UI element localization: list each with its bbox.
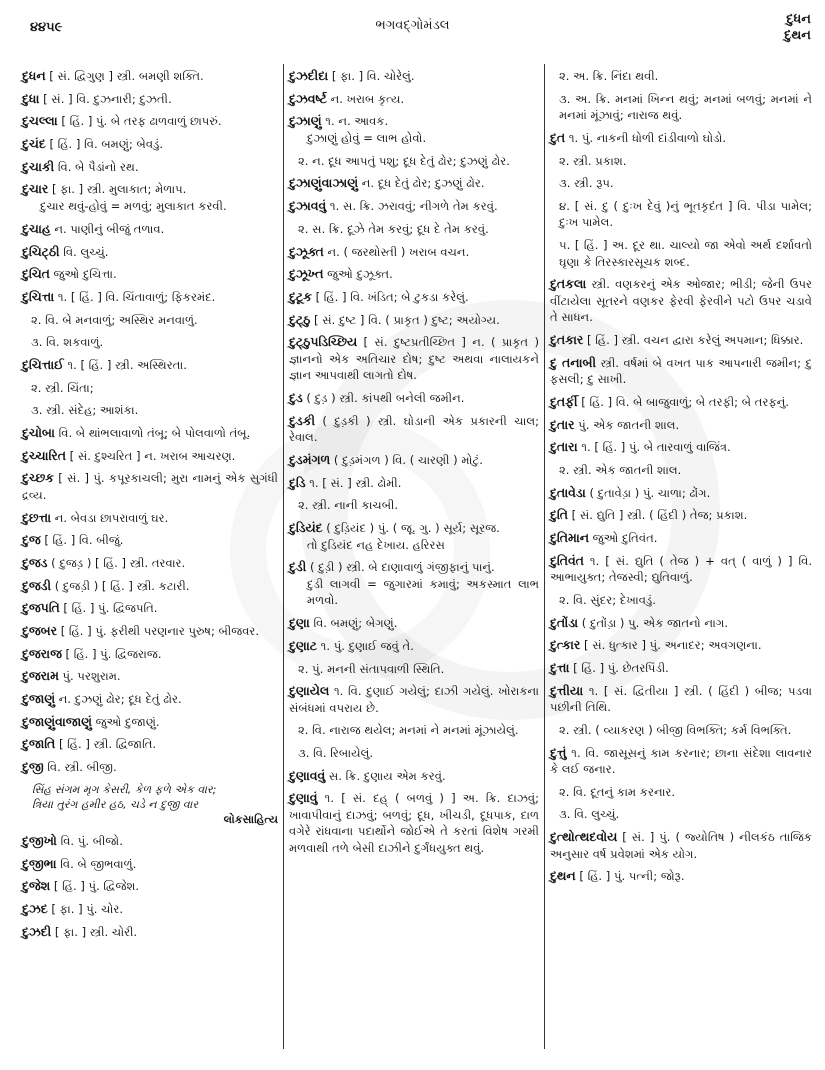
definition: જુઓ દુચિત્તા. bbox=[53, 267, 117, 282]
headword: દુતિ bbox=[550, 507, 568, 523]
definition: દુચાર થવું-હોવું = મળવું; મુલાકાત કરવી. bbox=[40, 199, 227, 214]
headword: દુજડી bbox=[22, 577, 51, 593]
dictionary-entry bbox=[22, 136, 278, 153]
headword: દુજી bbox=[22, 759, 44, 775]
definition: [ સં. ] વિ. દુઝનારી; દુઝતી. bbox=[43, 91, 172, 106]
dictionary-entry bbox=[289, 289, 539, 306]
headword: દુણા bbox=[289, 615, 310, 631]
entry-sense bbox=[550, 198, 812, 231]
running-title: ભગવદ્ગોમંડલ bbox=[375, 18, 450, 33]
headword: દુઝાવવું bbox=[289, 198, 327, 214]
entry-sense bbox=[22, 312, 278, 329]
dictionary-entry bbox=[22, 266, 278, 283]
definition: [ હિં. ] વિ. બે બાજુવાળું; બે તરફી; બે તરફનું. bbox=[581, 394, 790, 409]
dictionary-entry bbox=[550, 660, 812, 677]
headword: દુજરાજ bbox=[22, 645, 62, 661]
headword: દુજ bbox=[22, 532, 41, 548]
dictionary-entry bbox=[22, 448, 278, 465]
definition: ૨. અ. ક્રિ. નિંદા થવી. bbox=[559, 69, 659, 83]
definition: ન. બેવડા છાપરાવાળું ઘર. bbox=[54, 510, 169, 525]
entry-sense bbox=[22, 198, 278, 215]
dictionary-entry bbox=[550, 417, 812, 434]
dictionary-entry bbox=[22, 357, 278, 374]
headword: દુચ્ચારિત bbox=[22, 447, 66, 463]
headword: દુધા bbox=[22, 90, 40, 106]
definition: ૨. પું. મનની સંતાપવાળી સ્થિતિ. bbox=[298, 661, 445, 676]
entry-sense bbox=[550, 722, 812, 739]
headword: દુજડ bbox=[22, 554, 48, 570]
dictionary-entry bbox=[22, 221, 278, 238]
definition: ૧. [ સં. દ્યુતિ ( તેજ ) + વત્ ( વાળું ) ] વિ. આભાયુક્ત; તેજસ્વી; દ્યુતિવાળું. bbox=[550, 553, 813, 585]
definition: [ સં. ] પું. કપૂરકાચલી; મુરા નામનું એક સુગંધી દ્રવ્ય. bbox=[22, 471, 279, 502]
headword: દુચિત bbox=[22, 266, 50, 282]
dictionary-entry bbox=[22, 159, 278, 176]
definition: ( દુડ઼ી ) સ્ત્રી. બે દાણાવાળું ગંજીફાનું પાનું. bbox=[309, 560, 495, 575]
definition: ૨. સ્ત્રી. પ્રકાશ. bbox=[559, 153, 627, 168]
dictionary-entry bbox=[22, 68, 278, 85]
headword: દુત bbox=[550, 129, 566, 145]
dictionary-entry bbox=[22, 646, 278, 663]
entry-sense bbox=[289, 497, 539, 514]
entry-sense bbox=[289, 537, 539, 554]
dictionary-entry bbox=[550, 868, 812, 885]
definition: ૪. [ સં. દુ ( દુઃખ દેવું )નું ભૂતકૃદંત ] વિ. પીડા પામેલ; દુઃખ પામેલ. bbox=[559, 198, 812, 230]
column-1 bbox=[22, 68, 278, 1053]
headword: દુડ bbox=[289, 389, 303, 405]
definition: [ ફા. ] વિ. ચોરેલું. bbox=[331, 69, 415, 83]
definition: [ ફા. ] પું. ચોર. bbox=[51, 901, 124, 916]
headword: દુચિટ્ઠી bbox=[22, 243, 60, 259]
dictionary-entry bbox=[289, 390, 539, 407]
entry-sense bbox=[289, 722, 539, 739]
quotation bbox=[22, 782, 278, 827]
dictionary-entry bbox=[22, 289, 278, 306]
entry-sense bbox=[289, 221, 539, 238]
dictionary-entry bbox=[22, 470, 278, 503]
definition: ( દુડ઼િયંદ ) પું. ( જૂ. ગુ. ) સૂર્ય; સૂરજ. bbox=[326, 520, 500, 535]
definition: ( દુડ઼મંગળ ) વિ. ( ચારણી ) મોટું. bbox=[333, 452, 483, 467]
headword: દુચંદ bbox=[22, 136, 46, 152]
dictionary-entry bbox=[289, 559, 539, 576]
dictionary-entry bbox=[550, 485, 812, 502]
dictionary-entry bbox=[22, 181, 278, 198]
dictionary-entry bbox=[289, 683, 539, 716]
definition: જુઓ દુજાણું. bbox=[95, 714, 160, 729]
definition: દુઝાણું હોવું = લાભ હોવો. bbox=[307, 131, 427, 146]
entry-sense bbox=[289, 153, 539, 170]
entry-sense bbox=[289, 576, 539, 609]
dictionary-entry bbox=[289, 334, 539, 384]
headword: દુચિત્તા bbox=[22, 288, 55, 304]
dictionary-entry bbox=[22, 878, 278, 895]
definition: ૩. અ. ક્રિ. મનમાં ખિન્ન થવું; મનમાં બળવું; મનમાં ને મનમાં મૂંઝાવું; નારાજ થવું. bbox=[559, 91, 812, 123]
definition: ૨. સ્ત્રી. ( વ્યાકરણ ) બીજી વિભક્તિ; કર્મ વિભક્તિ. bbox=[559, 722, 792, 737]
dictionary-entry bbox=[22, 555, 278, 572]
headword: દુતર્ફી bbox=[550, 393, 578, 409]
definition: જુઓ દુતિવંત. bbox=[592, 531, 658, 545]
dictionary-entry bbox=[22, 532, 278, 549]
headword: દુજાણુંવાજાણું bbox=[22, 713, 92, 729]
entry-sense bbox=[289, 130, 539, 147]
definition: ન. ખરાબ કૃત્ય. bbox=[330, 91, 405, 106]
dictionary-entry bbox=[22, 578, 278, 595]
dictionary-entry bbox=[550, 637, 812, 654]
definition: [ હિં. ] પું. ફરીથી પરણનાર પુરુષ; બીજવર. bbox=[60, 624, 260, 638]
definition: પું. પરશુરામ. bbox=[62, 669, 121, 684]
definition: [ સં. ] પું. ( જ્યોતિષ ) નીલકંઠ તાજિક અનુસાર વર્ષ પ્રવેશમાં એક યોગ. bbox=[550, 830, 812, 861]
definition: ( દુજડ઼ી ) [ હિં. ] સ્ત્રી. કટારી. bbox=[54, 578, 190, 593]
dictionary-entry bbox=[550, 553, 812, 586]
headword: દુતારા bbox=[550, 439, 578, 455]
column-divider bbox=[283, 64, 284, 1049]
headword: દુજબર bbox=[22, 623, 58, 638]
definition: ૨. વિ. બે મનવાળું; અસ્થિર મનવાળું. bbox=[31, 312, 198, 327]
dictionary-entry bbox=[22, 425, 278, 442]
definition: ૧. [ હિં. ] વિ. ચિંતાવાળું; ફિકરમંદ. bbox=[57, 289, 216, 304]
dictionary-entry bbox=[550, 439, 812, 456]
definition: દુડી લાગવી = જુગારમાં કમાવું; અકસ્માત લાભ મળવો. bbox=[307, 576, 539, 608]
definition: ૩. સ્ત્રી. રૂપ. bbox=[559, 176, 614, 191]
definition: [ હિં. ] પું. દ્વિજેશ. bbox=[53, 879, 140, 894]
definition: વિ. બે પૈડાંનો રથ. bbox=[57, 159, 139, 174]
headword: દુતિવંત bbox=[550, 552, 584, 568]
definition: ૧. [ સં. દ્વિતીયા ] સ્ત્રી. ( હિંદી ) બીજ; પડવા પછીની તિથિ. bbox=[550, 683, 813, 715]
headword: દુથન bbox=[550, 868, 576, 884]
headword: દુજાણું bbox=[22, 691, 56, 707]
headword: દુતાવેડા bbox=[550, 484, 586, 500]
headword: દુડિયંદ bbox=[289, 519, 323, 535]
dictionary-entry bbox=[550, 530, 812, 547]
definition: વિ. સ્ત્રી. બીજી. bbox=[47, 760, 117, 775]
definition: ન. પાણીનું બીજું તળાવ. bbox=[54, 221, 165, 236]
dictionary-entry bbox=[22, 623, 278, 640]
dictionary-entry bbox=[289, 615, 539, 632]
dictionary-entry bbox=[289, 244, 539, 261]
dictionary-entry bbox=[289, 452, 539, 469]
definition: ન. દુઝણું ઢોર; દૂધ દેતું ઢોર. bbox=[58, 692, 182, 707]
dictionary-entry bbox=[550, 683, 812, 716]
definition: ૨. સ. ક્રિ. દૂઝે તેમ કરવું; દૂધ દે તેમ કરવું. bbox=[298, 221, 489, 236]
definition: ૩. વિ. શકવાળું. bbox=[31, 335, 104, 350]
definition: ૧. [ હિં. ] સ્ત્રી. અસ્થિરતા. bbox=[67, 357, 187, 372]
definition: [ હિં. ] સ્ત્રી. વચન દ્વારા કરેલું અપમાન; ધિક્કાર. bbox=[587, 333, 804, 347]
headword: દુઝદ bbox=[22, 900, 48, 916]
definition: ૨. ન. દૂધ આપતું પશુ; દૂધ દેતું ઢોર; દુઝણું ઢોર. bbox=[298, 153, 510, 168]
headword: દુઝદી bbox=[22, 923, 52, 939]
definition: ૨. વિ. સુંદર; દેખાવડું. bbox=[559, 592, 656, 607]
dictionary-entry bbox=[550, 829, 812, 862]
headword: દુડી bbox=[289, 559, 307, 575]
entry-sense bbox=[550, 462, 812, 479]
headword: દુઝવર્ષ્ટ bbox=[289, 90, 327, 106]
definition: ૧. ન. આવક. bbox=[325, 114, 389, 129]
headword: દુઝદીદા bbox=[289, 68, 329, 83]
headword: દુધન bbox=[22, 68, 46, 83]
dictionary-entry bbox=[550, 394, 812, 411]
definition: [ હિં. ] પું. બે તરફ ઢાળવાળું છાપરું. bbox=[61, 114, 222, 129]
definition: [ સં. દુષ્ટપ્રતીચ્છિત ] ન. ( પ્રાકૃત ) જ્ઞાનનો એક અતિચાર દોષ; દુષ્ટ અથવા નાલાયકને જ્ઞાન આપવાથી લાગતો દોષ. bbox=[289, 335, 539, 383]
entry-sense bbox=[550, 175, 812, 192]
headword: દુત્તું bbox=[550, 744, 567, 760]
definition: સ્ત્રી. વણકરનું એક ઓજાર; ભીડી; જેની ઉપર વીંટાયેલા સૂતરને વણકર ફેરવી ફેરવીને પટો ઉપર ચડાવે તે સાધન. bbox=[550, 277, 812, 325]
definition: [ સં. દ્યુતિ ] સ્ત્રી. ( હિંદી ) તેજ; પ્રકાશ. bbox=[571, 508, 748, 523]
entry-sense bbox=[550, 237, 812, 270]
headword: દુત્કાર bbox=[550, 637, 581, 653]
guide-word-first: દુધન bbox=[786, 12, 811, 27]
entry-sense bbox=[22, 402, 278, 419]
headword: દુચલ્લા bbox=[22, 113, 58, 129]
entry-sense bbox=[550, 91, 812, 124]
quote-line: ત્રિયા તુરંગ હમીર હઠ, ચડે ન દુજી વાર bbox=[32, 797, 199, 811]
definition: [ હિં. ] સ્ત્રી. દ્વિજાતિ. bbox=[58, 737, 157, 752]
definition: ૧. વિ. જાસૂસનું કામ કરનાર; છાના સંદેશા લાવનાર કે લઈ જનાર. bbox=[550, 745, 812, 776]
entry-sense bbox=[550, 153, 812, 170]
definition: [ સં. દ્વિગુણ ] સ્ત્રી. બમણી શક્તિ. bbox=[49, 69, 204, 83]
headword: દુટૂક bbox=[289, 288, 312, 304]
definition: ૧. પું. નાકની ધોળી દાંડીવાળો ઘોડો. bbox=[568, 130, 727, 145]
headword: દુજરામ bbox=[22, 668, 59, 684]
definition: ૩. સ્ત્રી. સંદેહ; આશંકા. bbox=[31, 403, 139, 418]
definition: [ ફા. ] સ્ત્રી. મુલાકાત; મેળાપ. bbox=[51, 182, 187, 197]
definition: [ હિં. ] વિ. બમણું; બેવડું. bbox=[49, 137, 164, 152]
headword: દુછત્તા bbox=[22, 509, 52, 525]
headword: દુઝૂખ્ત bbox=[289, 266, 324, 282]
entry-sense bbox=[550, 68, 812, 85]
guide-words bbox=[784, 12, 811, 44]
headword: દુણાયેલ bbox=[289, 683, 330, 699]
definition: ૨. સ્ત્રી. એક જાતની શાલ. bbox=[559, 462, 682, 477]
headword: દુતકલા bbox=[550, 276, 587, 292]
dictionary-entry bbox=[22, 691, 278, 708]
headword: દુણાવું bbox=[289, 790, 318, 806]
dictionary-entry bbox=[289, 91, 539, 108]
definition: વિ. બમણું; બેગણું. bbox=[313, 616, 398, 631]
headword: દુચિત્તાઈ bbox=[22, 356, 64, 372]
definition: સ્ત્રી. વર્ષમાં બે વખત પાક આપનારી જમીન; દુ ફસલી; દુ સાખી. bbox=[550, 355, 812, 387]
definition: વિ. બે થાંભલાવાળો તંબૂ; બે પોલવાળો તંબૂ. bbox=[58, 426, 251, 440]
definition: ૧. [ સં. દહ્ ( બળવું ) ] અ. ક્રિ. દાઝવું; ખાવાપીવાનું દાઝવું; બળવું; દૂધ, ખીચડી, દૂધપાક, દાળ વગેરે રાંધવાના પદાર્થોને જોઈએ તે કરતાં વિશેષ ગરમી મળવાથી તળે બેસી દાઝીને દુર્ગંધયુક્ત થવું. bbox=[289, 791, 540, 855]
headword: દુત્થોત્થદવોય bbox=[550, 829, 618, 845]
column-2 bbox=[289, 68, 539, 1053]
column-3 bbox=[550, 68, 812, 1053]
entry-sense bbox=[22, 334, 278, 351]
definition: ૧. [ હિં. ] પું. બે તારવાળું વાજિંત્ર. bbox=[581, 440, 731, 455]
definition: [ હિં. ] વિ. ખંડિત; બે ટુકડા કરેલું. bbox=[315, 289, 469, 304]
definition: વિ. બે જીભવાળું. bbox=[60, 856, 137, 871]
quote-line: સિંહ સંગમ મૃગ કેસરી, કેળ ફળે એક વાર; bbox=[32, 782, 217, 796]
dictionary-entry bbox=[22, 244, 278, 261]
definition: ( દુતાવેડ઼ા ) પું. ચાળા; ઢોંગ. bbox=[589, 485, 711, 500]
headword: દુચ્છક bbox=[22, 470, 54, 486]
definition: ( દુજડ઼ ) [ હિં. ] સ્ત્રી. તરવાર. bbox=[51, 555, 186, 570]
headword: દુણાવવું bbox=[289, 767, 326, 783]
dictionary-entry bbox=[289, 413, 539, 446]
dictionary-entry bbox=[289, 113, 539, 130]
definition: તો દુડિયંદ નહ દેખાય. હરિરસ bbox=[307, 537, 445, 552]
definition: ન. દૂધ દેતું ઢોર; દુઝણું ઢોર. bbox=[361, 176, 485, 191]
headword: દુજીભા bbox=[22, 855, 57, 871]
definition: [ હિં. ] પું. પત્ની; જોરૂ. bbox=[579, 869, 685, 884]
dictionary-entry bbox=[22, 736, 278, 753]
dictionary-entry bbox=[22, 668, 278, 685]
definition: [ સં. દુશ્ચરિત ] ન. ખરાબ આચરણ. bbox=[69, 448, 236, 463]
dictionary-entry bbox=[289, 790, 539, 856]
dictionary-entry bbox=[22, 901, 278, 918]
headword: દુઝૂક્ત bbox=[289, 243, 324, 259]
headword: દુચોબા bbox=[22, 425, 55, 440]
definition: ૨. સ્ત્રી. ચિંતા; bbox=[31, 380, 94, 395]
definition: [ સં. દુષ્ટ ] વિ. ( પ્રાકૃત ) દુષ્ટ; અયોગ્ય. bbox=[314, 312, 500, 327]
definition: [ હિં. ] પું. છેતરપિંડી. bbox=[573, 660, 669, 675]
definition: ૨. સ્ત્રી. નાની કાચબી. bbox=[298, 498, 399, 513]
definition: ૨. વિ. દૂતનું કામ કરનાર. bbox=[559, 784, 676, 799]
headword: દુ તનાબી bbox=[550, 354, 597, 370]
dictionary-entry bbox=[289, 768, 539, 785]
dictionary-entry bbox=[289, 175, 539, 192]
headword: દુજાતિ bbox=[22, 736, 56, 752]
dictionary-entry bbox=[289, 198, 539, 215]
headword: દુતોંડા bbox=[550, 614, 579, 630]
dictionary-entry bbox=[22, 91, 278, 108]
dictionary-entry bbox=[289, 638, 539, 655]
headword: દુટ્ઠુ bbox=[289, 311, 311, 327]
entry-sense bbox=[550, 806, 812, 823]
headword: દુઝાણુંવાઝાણું bbox=[289, 175, 359, 191]
definition: ૨. વિ. નારાજ થયેલ; મનમાં ને મનમાં મૂંઝાયેલું. bbox=[298, 723, 519, 738]
dictionary-entry bbox=[22, 714, 278, 731]
definition: વિ. પું. બીજો. bbox=[60, 833, 123, 848]
definition: વિ. લુચ્ચું. bbox=[63, 244, 109, 259]
headword: દુણાટ bbox=[289, 637, 317, 653]
entry-sense bbox=[550, 784, 812, 801]
dictionary-entry bbox=[22, 759, 278, 776]
headword: દુડકી bbox=[289, 412, 316, 428]
definition: [ હિં. ] પું. દ્વિજરાજ. bbox=[65, 646, 162, 661]
headword: દુડિ bbox=[289, 474, 306, 490]
entry-sense bbox=[550, 592, 812, 609]
definition: ૧. સ. ક્રિ. ઝરાવવું; નીગળે તેમ કરવું. bbox=[329, 199, 498, 214]
definition: ( દુડ઼ ) સ્ત્રી. કાંપથી બનેલી જમીન. bbox=[306, 390, 465, 405]
definition: ૫. [ હિં. ] અ. દૂર થા. ચાલ્યો જા એવો અર્થ દર્શાવતો ઘૃણા કે તિરસ્કારસૂચક શબ્દ. bbox=[559, 238, 812, 269]
headword: દુચાહ bbox=[22, 220, 51, 236]
definition: [ ફા. ] સ્ત્રી. ચોરી. bbox=[54, 924, 138, 939]
dictionary-entry bbox=[289, 475, 539, 492]
definition: ૧. વિ. દુણાઈ ગયેલું; દાઝી ગયેલું. ખોરાકના સંબંધમાં વપરાય છે. bbox=[289, 684, 539, 715]
headword: દુઝાણું bbox=[289, 113, 322, 129]
definition: ૩. વિ. લુચ્ચું. bbox=[559, 807, 620, 822]
headword: દુચાકી bbox=[22, 158, 55, 174]
headword: દુત્તા bbox=[550, 659, 570, 675]
headword: દુતાર bbox=[550, 416, 575, 432]
dictionary-entry bbox=[550, 130, 812, 147]
quote-source: લોકસાહિત્ય bbox=[223, 812, 278, 826]
definition: પું. એક જાતની શાલ. bbox=[578, 417, 680, 432]
dictionary-entry bbox=[550, 276, 812, 326]
headword: દુતકાર bbox=[550, 332, 584, 347]
dictionary-entry bbox=[22, 856, 278, 873]
dictionary-entry bbox=[289, 68, 539, 85]
headword: દુચાર bbox=[22, 181, 49, 197]
dictionary-entry bbox=[550, 745, 812, 778]
definition: ૧. [ સં. ] સ્ત્રી. ઢોમી. bbox=[309, 475, 402, 490]
definition: ( દુતોંડ઼ા ) પુ. એક જાતનો નાગ. bbox=[581, 615, 729, 630]
dictionary-entry bbox=[22, 833, 278, 850]
headword: દુતિમાન bbox=[550, 530, 589, 545]
dictionary-entry bbox=[22, 113, 278, 130]
dictionary-entry bbox=[289, 312, 539, 329]
definition: [ હિં. ] વિ. બીજું. bbox=[44, 533, 124, 548]
entry-sense bbox=[289, 745, 539, 762]
headword: દુત્તીયા bbox=[550, 682, 584, 698]
entry-sense bbox=[22, 380, 278, 397]
definition: ૩. વિ. રિબાયેલું. bbox=[298, 746, 374, 761]
headword: દુટ્ઠુપડિચ્છિય bbox=[289, 334, 358, 350]
page-number: ૪૪૫૯ bbox=[30, 20, 63, 35]
headword: દુજેશ bbox=[22, 878, 51, 894]
definition: સ. ક્રિ. દુણાય એમ કરવું. bbox=[328, 768, 446, 783]
dictionary-entry bbox=[550, 615, 812, 632]
dictionary-entry bbox=[550, 332, 812, 349]
dictionary-entry bbox=[289, 520, 539, 537]
dictionary-entry bbox=[550, 507, 812, 524]
definition: ( દુડ઼કી ) સ્ત્રી. ઘોડાની એક પ્રકારની ચાલ; રેવાલ. bbox=[289, 413, 539, 445]
definition: ન. ( જરથોસ્તી ) ખરાબ વચન. bbox=[327, 244, 470, 259]
definition: [ હિં. ] પું. દ્વિજપતિ. bbox=[63, 601, 158, 616]
column-divider bbox=[544, 64, 545, 1049]
headword: દુજપતિ bbox=[22, 600, 60, 616]
dictionary-entry bbox=[22, 510, 278, 527]
definition: ૧. પું. દુણાઈ જવું તે. bbox=[320, 638, 414, 653]
definition: [ સં. ધુત્કાર ] પું. અનાદર; અવગણના. bbox=[583, 638, 762, 653]
dictionary-entry bbox=[22, 924, 278, 941]
entry-sense bbox=[289, 661, 539, 678]
definition: જુઓ દુઝૂક્ત. bbox=[327, 267, 393, 282]
dictionary-entry bbox=[289, 266, 539, 283]
headword: દુડમંગળ bbox=[289, 451, 331, 467]
guide-word-last: દુથન bbox=[784, 28, 811, 43]
dictionary-entry bbox=[22, 600, 278, 617]
headword: દુજીખો bbox=[22, 832, 57, 848]
dictionary-entry bbox=[550, 355, 812, 388]
